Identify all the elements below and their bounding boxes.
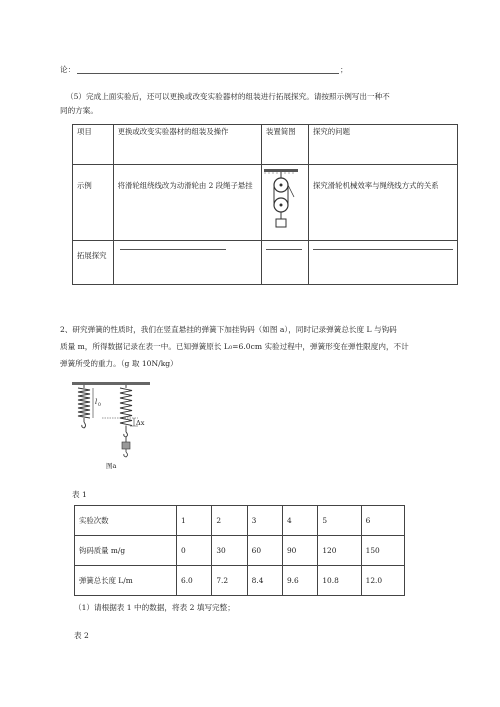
table1-cell: 7.2 [212, 566, 247, 596]
plan-extend-operation-cell[interactable] [113, 241, 261, 285]
table1-cell: 12.0 [361, 566, 404, 596]
q2-line-3: 弹簧所受的重力。（g 取 10N/kg） [60, 359, 178, 368]
q2-line-2 [60, 341, 409, 352]
table1-row-label: 钩码质量 m/g [75, 536, 177, 566]
spring-figure [66, 382, 166, 472]
dx-label: Δx [136, 419, 145, 427]
q2-line-2-rest: =6.0cm 实验过程中，弹簧形变在弹性限度内，不计 [232, 342, 409, 351]
table1-row-label: 实验次数 [75, 506, 177, 536]
plan-header-item: 项目 [73, 125, 114, 165]
plan-extend-label: 拓展探究 [73, 241, 114, 285]
plan-extend-diagram-cell[interactable] [262, 241, 309, 285]
conclusion-blank[interactable] [77, 73, 339, 74]
plan-header-operation: 更换或改变实验器材的组装及操作 [113, 125, 261, 165]
table1-cell: 6 [361, 506, 404, 536]
table1-cell: 30 [212, 536, 247, 566]
table1-caption: 表 1 [72, 490, 87, 499]
spring-left [78, 385, 90, 428]
q5-line-2: 同的方案。 [60, 106, 98, 115]
pulley-diagram [262, 165, 309, 241]
plan-example-label: 示例 [73, 165, 114, 241]
table1-row [75, 566, 405, 596]
ceiling [264, 169, 298, 172]
plan-header-diagram: 装置简图 [262, 125, 309, 165]
q2-line-1: 2、研究弹簧的性质时，我们在竖直悬挂的弹簧下加挂钩码（如图 a），同时记录弹簧总长度 L 与钩码 [60, 325, 397, 334]
table1-cell: 10.8 [318, 566, 361, 596]
table1 [74, 505, 405, 596]
weight-block [276, 219, 286, 227]
table1-cell: 2 [212, 506, 247, 536]
table1-cell: 0 [177, 536, 212, 566]
plan-example-question: 探究滑轮机械效率与绳绕线方式的关系 [309, 165, 458, 241]
table1-cell: 5 [318, 506, 361, 536]
q2-line-2-start: 质量 m，所得数据记录在表一中。已知弹簧原长 L [60, 342, 229, 351]
plan-extend-operation-blank[interactable] [120, 249, 226, 250]
figure-ceiling [72, 382, 150, 385]
table1-cell: 60 [247, 536, 282, 566]
plan-table [72, 124, 458, 285]
table1-cell: 150 [361, 536, 404, 566]
hanging-weight [122, 442, 130, 449]
spring-right [120, 385, 132, 442]
pulley-svg [264, 167, 298, 235]
plan-extend-question-cell[interactable] [309, 241, 458, 285]
conclusion-suffix: ； [340, 65, 348, 74]
table1-cell: 3 [247, 506, 282, 536]
table1-cell: 9.6 [282, 566, 317, 596]
plan-extend-diagram-blank[interactable] [266, 249, 302, 250]
l0-label: l [95, 398, 98, 406]
q2-part-1: （1）请根据表 1 中的数据，将表 2 填写完整； [74, 603, 235, 612]
table1-cell: 8.4 [247, 566, 282, 596]
table1-cell: 6.0 [177, 566, 212, 596]
conclusion-prefix: 论： [60, 65, 76, 74]
table1-cell: 120 [318, 536, 361, 566]
q5-line-1: （5）完成上面实验后，还可以更换或改变实验器材的组装进行拓展探究。请按照示例写出一种不 [66, 92, 390, 101]
table1-row [75, 506, 405, 536]
table1-cell: 1 [177, 506, 212, 536]
plan-header-question: 探究的问题 [309, 125, 458, 165]
table1-cell: 90 [282, 536, 317, 566]
table1-cell: 4 [282, 506, 317, 536]
plan-extend-question-blank[interactable] [313, 249, 453, 250]
plan-example-operation: 将滑轮组绕线改为动滑轮由 2 段绳子悬挂 [113, 165, 261, 241]
l0-label-sub: 0 [98, 403, 101, 408]
figure-caption: 图a [106, 462, 117, 470]
table2-caption: 表 2 [74, 631, 89, 640]
table1-row [75, 536, 405, 566]
table1-row-label: 弹簧总长度 L/m [75, 566, 177, 596]
q2-l0-subscript: 0 [228, 345, 233, 351]
